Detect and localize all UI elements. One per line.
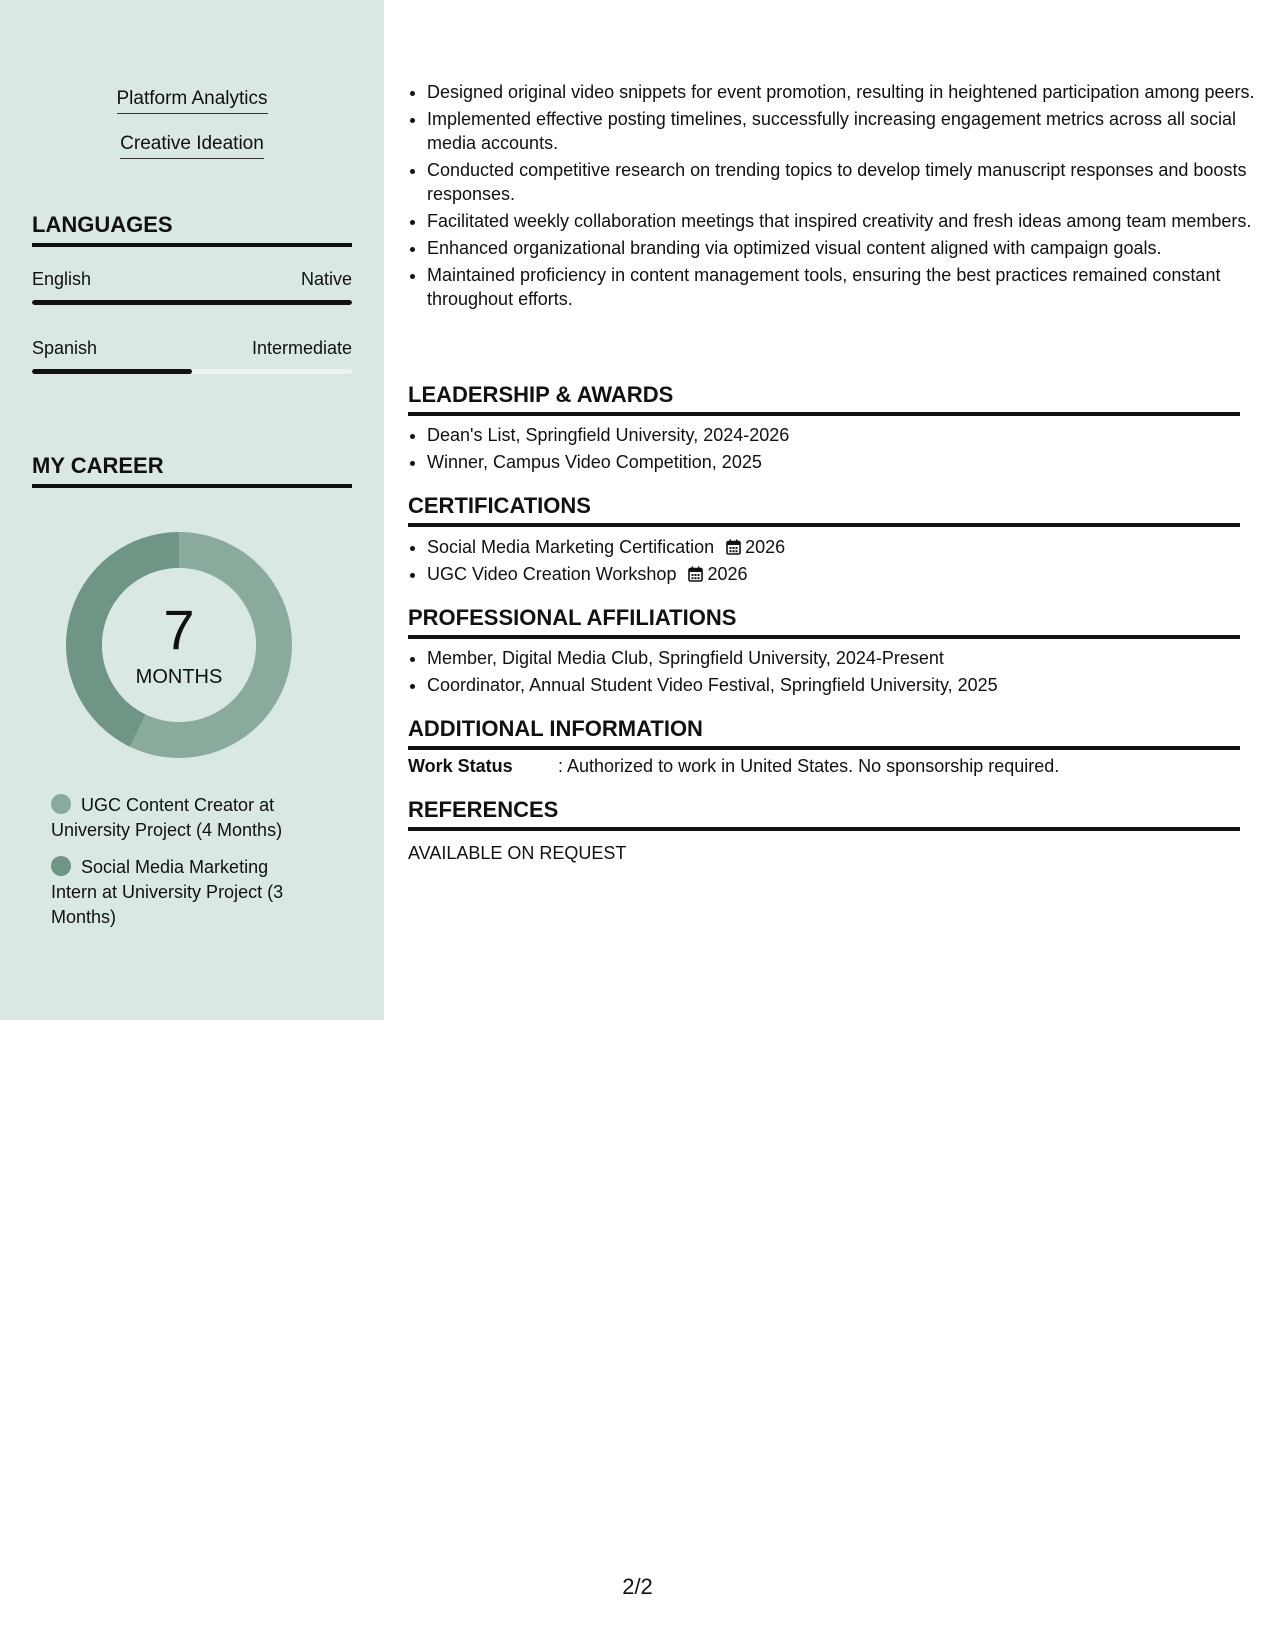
experience-bullet: • Implemented effective posting timelines, successfully increasing engagement metrics across all social media accounts. [427, 107, 1259, 155]
calendar-icon [726, 539, 741, 555]
language-bar-fill [32, 300, 352, 305]
language-bar-fill [32, 369, 192, 374]
skill-item-creative-ideation [0, 133, 384, 159]
references-text: AVAILABLE ON REQUEST [408, 843, 627, 863]
legend-dot [51, 794, 71, 814]
affiliation-item: • Coordinator, Annual Student Video Festival, Springfield University, 2025 [427, 673, 1259, 697]
skill-label: Creative Ideation [120, 133, 264, 159]
language-bar-english [32, 300, 352, 305]
career-heading: MY CAREER [32, 453, 352, 488]
career-donut-center [66, 532, 292, 758]
language-name: Spanish [32, 338, 98, 358]
certification-name: UGC Video Creation Workshop [427, 564, 677, 584]
experience-bullet: • Conducted competitive research on trending topics to develop timely manuscript responses and boosts responses. [427, 158, 1259, 206]
leadership-heading: LEADERSHIP & AWARDS [408, 382, 1240, 416]
certification-year: 2026 [707, 564, 748, 584]
leadership-item: • Winner, Campus Video Competition, 2025 [427, 450, 1259, 474]
legend-dot [51, 856, 71, 876]
career-total-unit: MONTHS [135, 666, 223, 688]
leadership-list [408, 423, 1259, 477]
experience-bullet-list [408, 80, 1259, 314]
affiliations-heading: PROFESSIONAL AFFILIATIONS [408, 605, 1240, 639]
career-legend-item [51, 855, 311, 930]
leadership-item: • Dean's List, Springfield University, 2024-2026 [427, 423, 1259, 447]
languages-heading: LANGUAGES [32, 212, 352, 247]
certification-year: 2026 [745, 537, 786, 557]
certification-item [427, 562, 1259, 586]
experience-bullet: • Facilitated weekly collaboration meetings that inspired creativity and fresh ideas among team members. [427, 209, 1259, 233]
calendar-icon [688, 566, 703, 582]
language-name: English [32, 269, 92, 289]
experience-bullet: • Maintained proficiency in content management tools, ensuring the best practices remained constant throughout efforts. [427, 263, 1259, 311]
career-total-number: 7 [163, 598, 195, 661]
affiliation-item: • Member, Digital Media Club, Springfield University, 2024-Present [427, 646, 1259, 670]
experience-bullet: • Designed original video snippets for event promotion, resulting in heightened participation among peers. [427, 80, 1259, 104]
career-legend-label: Social Media Marketing Intern at University Project (3 Months) [51, 857, 284, 927]
certification-name: Social Media Marketing Certification [427, 537, 715, 557]
career-legend-item [51, 793, 311, 843]
skill-item-platform-analytics [0, 88, 384, 114]
language-level: Native [300, 269, 352, 289]
skill-label: Platform Analytics [117, 88, 268, 114]
language-bar-spanish [32, 369, 352, 374]
references-heading: REFERENCES [408, 797, 1240, 831]
certifications-heading: CERTIFICATIONS [408, 493, 1240, 527]
career-donut-chart [66, 532, 292, 758]
additional-info-heading: ADDITIONAL INFORMATION [408, 716, 1240, 750]
experience-bullet: • Enhanced organizational branding via optimized visual content aligned with campaign goals. [427, 236, 1259, 260]
certification-item [427, 535, 1259, 559]
work-status-value: : Authorized to work in United States. No sponsorship required. [558, 756, 1060, 776]
affiliations-list [408, 646, 1259, 700]
sidebar [0, 0, 384, 1020]
page-number: 2/2 [622, 1574, 653, 1599]
certifications-list [408, 535, 1259, 589]
career-legend-label: UGC Content Creator at University Project (4 Months) [51, 795, 283, 840]
work-status-label: Work Status [408, 756, 513, 776]
language-level: Intermediate [251, 338, 352, 358]
